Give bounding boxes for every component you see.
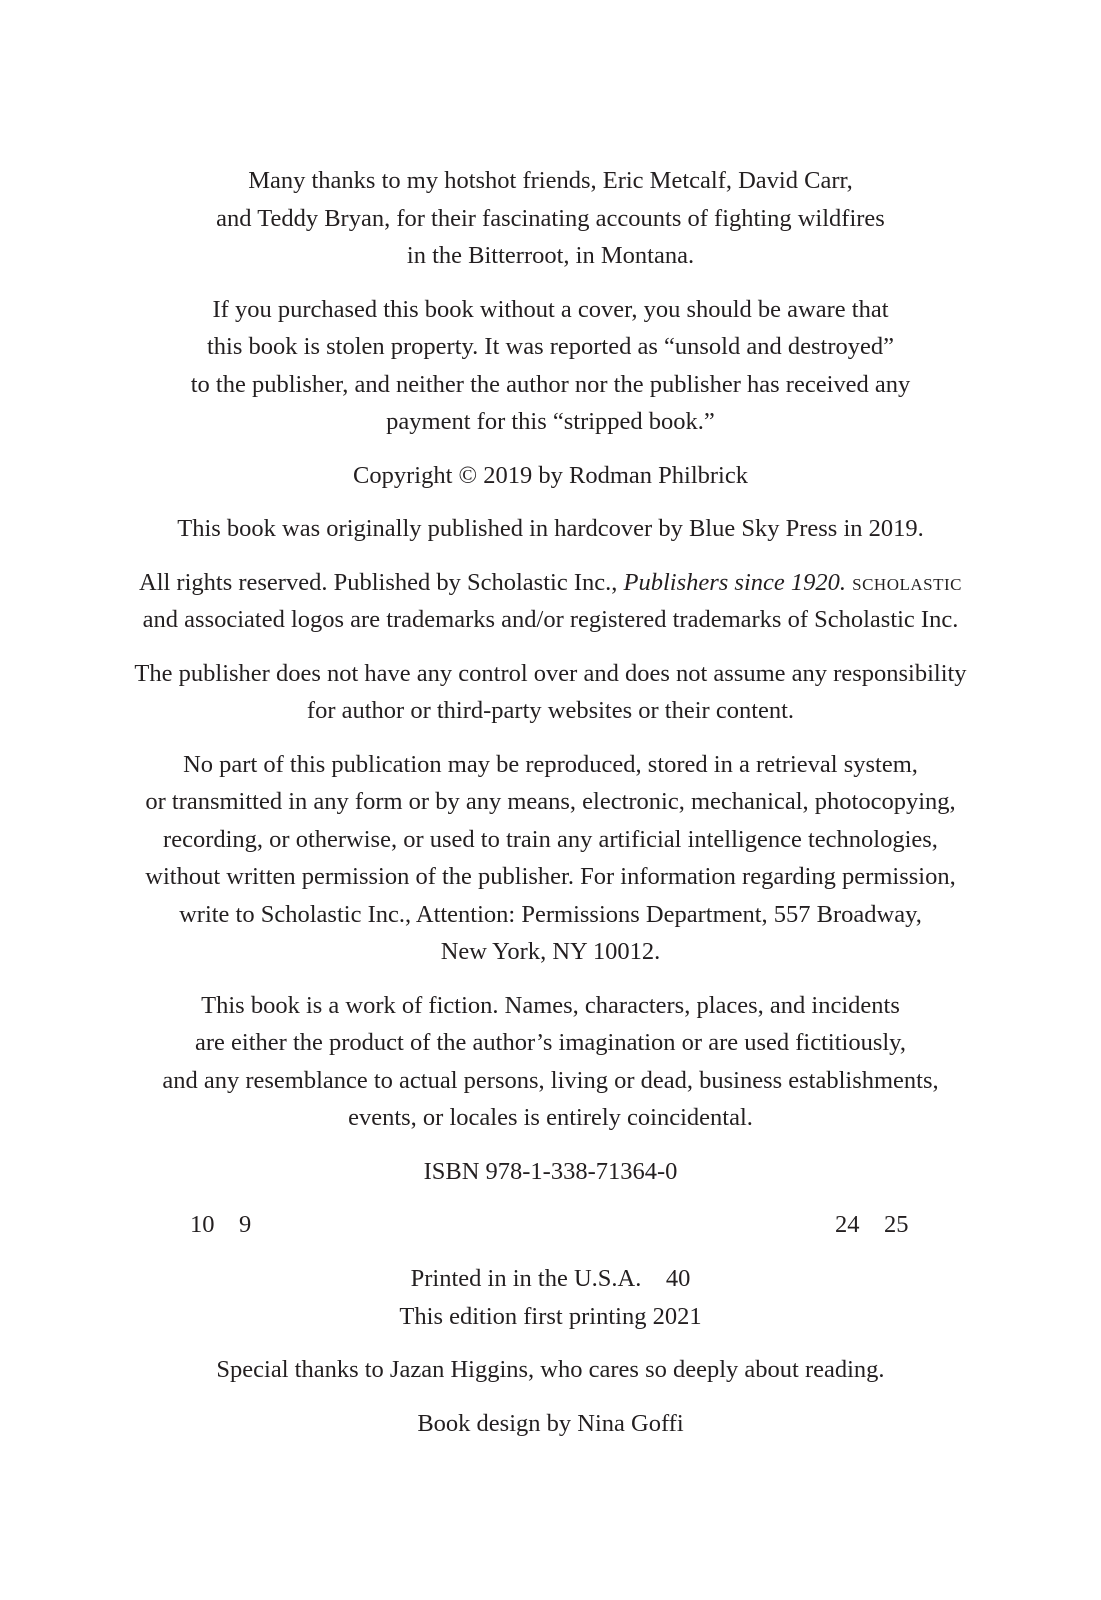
- isbn-line: [0, 1153, 1101, 1191]
- rights-prefix: All rights reserved. Published by Scholastic Inc.,: [139, 568, 624, 596]
- printing-number-line: [0, 1206, 1101, 1244]
- text-line: payment for this “stripped book.”: [386, 408, 715, 435]
- text-line: without written permission of the publisher. For information regarding permission,: [145, 863, 956, 890]
- copyright-text: Copyright © 2019 by Rodman Philbrick: [353, 461, 748, 489]
- stripped-book-notice: [0, 291, 1101, 441]
- printed-in-text: Printed in in the U.S.A. 40: [410, 1265, 691, 1292]
- text-line: New York, NY 10012.: [440, 938, 661, 965]
- text-line: This book is a work of fiction. Names, characters, places, and incidents: [201, 991, 900, 1019]
- printed-info: [0, 1260, 1101, 1335]
- printing-numbers-right: 24 25: [835, 1211, 909, 1238]
- design-credit-line: [0, 1405, 1101, 1443]
- text-line: and any resemblance to actual persons, living or dead, business establishments,: [162, 1066, 939, 1094]
- publisher-disclaimer: [0, 655, 1101, 730]
- scholastic-trademark: scholastic: [852, 568, 962, 596]
- publishers-since-tagline: Publishers since 1920.: [623, 568, 847, 596]
- original-publication-text: This book was originally published in hardcover by Blue Sky Press in 2019.: [177, 515, 924, 542]
- rights-line-2: and associated logos are trademarks and/or registered trademarks of Scholastic Inc.: [142, 606, 959, 633]
- design-credit-text: Book design by Nina Goffi: [417, 1409, 684, 1437]
- copyright-page: [0, 162, 1101, 1458]
- text-line: and Teddy Bryan, for their fascinating accounts of fighting wildfires: [216, 204, 885, 232]
- fiction-notice: [0, 987, 1101, 1137]
- text-line: write to Scholastic Inc., Attention: Permissions Department, 557 Broadway,: [179, 900, 922, 928]
- special-thanks-text: Special thanks to Jazan Higgins, who cares so deeply about reading.: [216, 1356, 885, 1383]
- copyright-line: [0, 457, 1101, 495]
- text-line: to the publisher, and neither the author nor the publisher has received any: [190, 370, 911, 398]
- printing-numbers-left: 10 9: [190, 1211, 252, 1238]
- reproduction-notice: [0, 746, 1101, 971]
- special-thanks-line: [0, 1351, 1101, 1389]
- acknowledgment-paragraph: [0, 162, 1101, 275]
- text-line: recording, or otherwise, or used to train any artificial intelligence technologies,: [163, 825, 938, 853]
- rights-line-1: [0, 564, 1101, 602]
- text-line: are either the product of the author’s imagination or are used fictitiously,: [195, 1029, 906, 1056]
- text-line: No part of this publication may be reproduced, stored in a retrieval system,: [183, 750, 918, 778]
- text-line: The publisher does not have any control over and does not assume any responsibility: [134, 659, 967, 687]
- edition-printing-text: This edition first printing 2021: [399, 1302, 702, 1330]
- text-line: for author or third-party websites or their content.: [306, 697, 795, 724]
- text-line: this book is stolen property. It was reported as “unsold and destroyed”: [207, 333, 894, 360]
- rights-paragraph: [0, 564, 1101, 639]
- text-line: in the Bitterroot, in Montana.: [406, 242, 695, 269]
- text-line: If you purchased this book without a cover, you should be aware that: [212, 295, 889, 323]
- text-line: Many thanks to my hotshot friends, Eric Metcalf, David Carr,: [248, 167, 853, 194]
- text-line: events, or locales is entirely coincidental.: [348, 1104, 753, 1131]
- original-publication-line: [0, 510, 1101, 548]
- text-line: or transmitted in any form or by any means, electronic, mechanical, photocopying,: [145, 788, 956, 815]
- isbn-text: ISBN 978-1-338-71364-0: [423, 1157, 678, 1185]
